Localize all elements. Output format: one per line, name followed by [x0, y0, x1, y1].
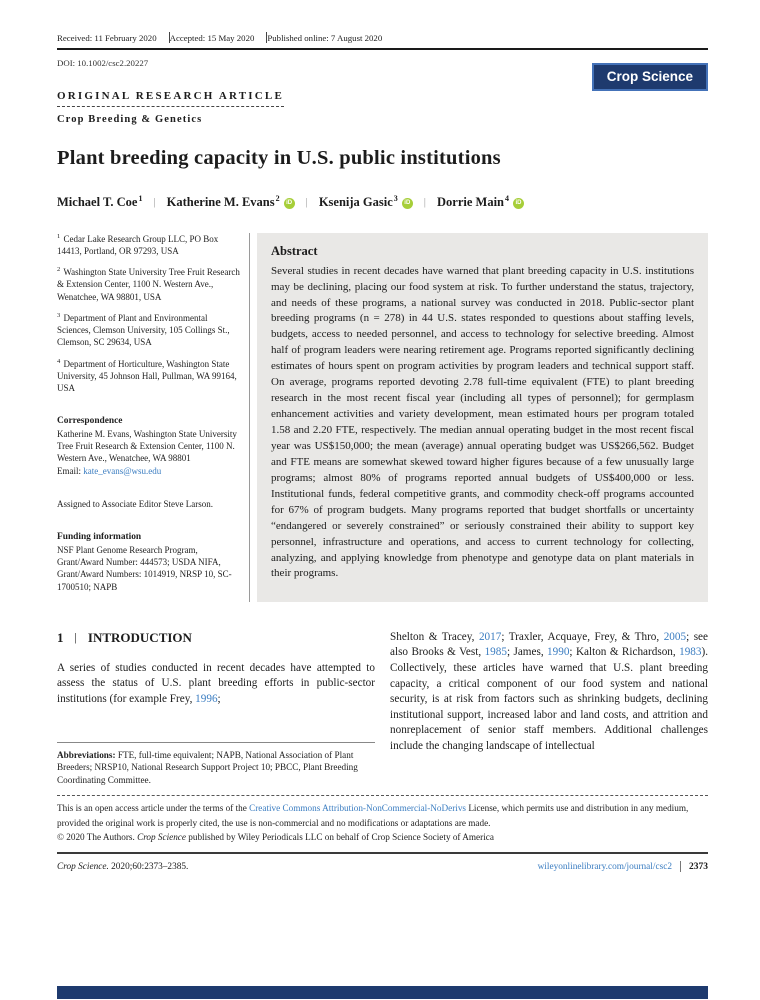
funding-text: NSF Plant Genome Research Program, Grant/Award Number: 444573; USDA NIFA, Grant/Award Numbers: 1014919, NRSP 10, SC-1700510; NAPB: [57, 544, 232, 592]
email-link[interactable]: kate_evans@wsu.edu: [83, 465, 162, 476]
dates-row: [57, 32, 708, 50]
author-name: Michael T. Coe$^1$: [57, 194, 143, 210]
doi: DOI: 10.1002/csc2.20227: [57, 58, 149, 68]
section-title: INTRODUCTION: [87, 629, 192, 645]
correspondence-block: [57, 415, 241, 477]
abbreviations-label: Abbreviations:: [57, 749, 116, 760]
correspondence-text: Katherine M. Evans, Washington State University Tree Fruit Research & Extension Center, 1100 N. Western Ave., Wenatchee, WA 98801: [57, 429, 237, 464]
affiliation: $^1$ Cedar Lake Research Group LLC, PO Box 14413, Portland, OR 97293, USA: [57, 232, 219, 256]
funding-heading: Funding information: [57, 532, 142, 543]
orcid-icon[interactable]: iD: [402, 198, 413, 209]
abstract-text: Several studies in recent decades have warned that plant breeding capacity in U.S. institutions may be declining, placing our food system at risk. To further understand the status, trajectory, and needs of these programs, a national survey was conducted in 2018. Public-sector plant breeding programs (n = 278) in 44 U.S. states responded to questions about staffing levels, budgets, access to needed personnel, and access to technology for selective breeding. Almost half of program leaders were nearing retirement age. Programs reported significantly declining estimates of hours spent on program activities by program leaders and technical support staff. On average, programs reported devoting 2.78 full-time equivalent (FTE) to plant breeding research in the most recent fiscal year (including all types of personnel); for germplasm enhancement activities and variety development, mean estimated hours per program totaled 1.58 and 2.20 FTE, respectively. The median annual operating budget in the most recent fiscal year was US$150,000; the mean (average) annual operating budget was US$266,562. Budget and FTE means are somewhat skewed toward higher figures because of a few unusually large programs; almost 80% of programs reported annual budgets of US$400,000 or less. Institutional funds, federal competitive grants, and commodity check-off programs accounted for 67% of program budgets. Many programs reported that budget shortfalls or uncertainty “endangered or severely constrained” or seriously constrained their ability to support key personnel, infrastructure and operations, and access to current technology for collecting, analyzing, and applying knowledge from phenotype and genotype data on plant materials in their programs.: [271, 264, 694, 580]
affiliation: $^2$ Washington State University Tree Fruit Research & Extension Center, 1100 N. Western Ave., Wenatchee, WA 98801, USA: [57, 266, 240, 302]
article-section-label: Crop Breeding & Genetics: [57, 114, 203, 125]
license-text: This is an open access article under the terms of the Creative Commons Attribution-NonCommercial-NoDerivs License, which permits use and distribution in any medium, provided the original work is properly cited, the use is non-commercial and no modifications or adaptations are made.: [57, 803, 689, 828]
author-separator: |: [305, 196, 308, 209]
editor-note: Assigned to Associate Editor Steve Larson.: [57, 498, 213, 509]
accepted-date: Accepted: 15 May 2020: [169, 33, 255, 43]
orcid-icon[interactable]: iD: [513, 198, 524, 209]
open-access-statement: [57, 795, 708, 844]
author-name: Dorrie Main$^4$iD: [437, 194, 524, 211]
body-paragraph: A series of studies conducted in recent decades have attempted to assess the status of U.S. plant breeding efforts in public-sector institutions (for example Frey, 1996;: [57, 661, 375, 706]
article-info-column: [57, 233, 249, 602]
column-divider: [249, 233, 250, 602]
affiliation: $^4$ Department of Horticulture, Washington State University, 45 Johnson Hall, Pullman, WA 99164, USA: [57, 357, 237, 393]
received-date: Received: 11 February 2020: [57, 33, 157, 43]
page-footer: [57, 852, 708, 872]
author-name: Ksenija Gasic$^3$iD: [319, 194, 413, 211]
heading-divider: |: [74, 629, 77, 644]
affiliation: $^3$ Department of Plant and Environmental Sciences, Clemson University, 105 Collings St., Clemson, SC 29634, USA: [57, 311, 230, 348]
bottom-brand-bar: [57, 986, 708, 999]
correspondence-heading: Correspondence: [57, 416, 123, 427]
journal-url-link[interactable]: wileyonlinelibrary.com/journal/csc2: [537, 861, 672, 872]
abbreviations-footnote: Abbreviations: FTE, full-time equivalent; NAPB, National Association of Plant Breeders; NRSP10, National Research Support Project 10; PBCC, Plant Breeding Coordinating Committee.: [57, 742, 375, 787]
section-heading: [57, 630, 375, 646]
funding-block: [57, 531, 241, 593]
article-title: Plant breeding capacity in U.S. public institutions: [57, 147, 501, 169]
copyright-text: © 2020 The Authors. Crop Science published by Wiley Periodicals LLC on behalf of Crop Science Society of America: [57, 831, 494, 842]
author-name: Katherine M. Evans$^2$iD: [167, 194, 295, 211]
author-separator: |: [153, 196, 156, 209]
body-paragraph: Shelton & Tracey, 2017; Traxler, Acquaye, Frey, & Thro, 2005; see also Brooks & Vest, 1985; James, 1990; Kalton & Richardson, 1983). Collectively, these articles have warned that U.S. plant breeding capacity, a critical component of our food system and national security, is at risk from factors such as shrinking budgets, declining institutional support, increased labor and land costs, and attrition and nonreplacement of senior staff members. Additional challenges include the changing landscape of intellectual: [390, 630, 709, 752]
introduction-section: [57, 630, 708, 786]
page-number: 2373: [689, 861, 708, 872]
abstract-box: [257, 233, 708, 602]
divider: [680, 861, 681, 872]
author-separator: |: [423, 196, 426, 209]
journal-citation: Crop Science. 2020;60:2373–2385.: [57, 861, 189, 872]
journal-logo-badge: Crop Science: [592, 63, 708, 91]
email-label: Email:: [57, 465, 84, 476]
section-number: 1: [57, 629, 64, 645]
published-date: Published online: 7 August 2020: [267, 33, 383, 43]
abstract-heading: Abstract: [271, 243, 318, 258]
article-type-label: ORIGINAL RESEARCH ARTICLE: [57, 90, 284, 107]
author-list: [57, 194, 708, 211]
orcid-icon[interactable]: iD: [284, 198, 295, 209]
